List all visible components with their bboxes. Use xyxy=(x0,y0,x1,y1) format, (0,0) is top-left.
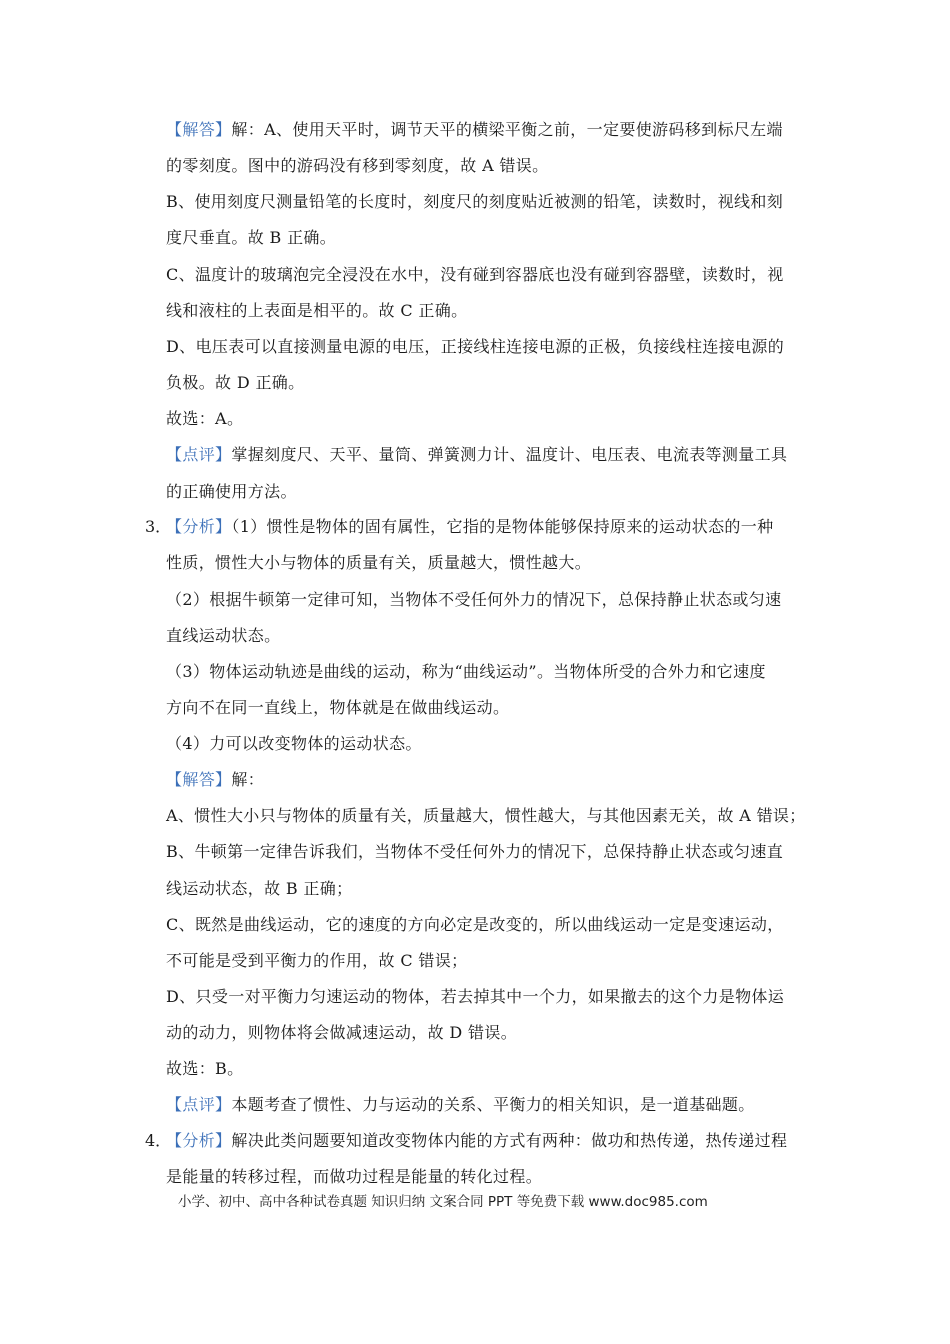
q3-option-d-line-1: D、只受一对平衡力匀速运动的物体，若去掉其中一个力，如果撤去的这个力是物体运 xyxy=(166,987,785,1006)
q4-analysis-line-2: 是能量的转移过程，而做功过程是能量的转化过程。 xyxy=(166,1167,543,1186)
q2-option-c-line-1: C、温度计的玻璃泡完全浸没在水中，没有碰到容器底也没有碰到容器壁，读数时，视 xyxy=(166,265,784,284)
q2-option-b-line-1: B、使用刻度尺测量铅笔的长度时，刻度尺的刻度贴近被测的铅笔，读数时，视线和刻 xyxy=(166,192,784,211)
answer-head-text: 解： xyxy=(231,770,265,789)
q2-option-d-line-2: 负极。故 D 正确。 xyxy=(166,373,305,392)
analysis-text: 解决此类问题要知道改变物体内能的方式有两种：做功和热传递，热传递过程 xyxy=(231,1131,788,1150)
q3-analysis-3-line-1: （3）物体运动轨迹是曲线的运动，称为“曲线运动”。当物体所受的合外力和它速度 xyxy=(166,662,766,681)
answer-tag: 【解答】 xyxy=(166,120,232,139)
question-number-3: 3． xyxy=(145,517,172,536)
q3-analysis-line-1 xyxy=(166,517,774,537)
q3-option-a: A、惯性大小只与物体的质量有关，质量越大，惯性越大，与其他因素无关，故 A 错误； xyxy=(166,806,806,825)
analysis-tag: 【分析】 xyxy=(166,1131,232,1150)
q3-analysis-2-line-1: （2）根据牛顿第一定律可知，当物体不受任何外力的情况下，总保持静止状态或匀速 xyxy=(166,590,782,609)
q3-answer-head xyxy=(166,770,264,790)
q3-option-d-line-2: 动的动力，则物体将会做减速运动，故 D 错误。 xyxy=(166,1023,518,1042)
comment-text: 本题考查了惯性、力与运动的关系、平衡力的相关知识，是一道基础题。 xyxy=(231,1095,755,1114)
analysis-text: （1）惯性是物体的固有属性，它指的是物体能够保持原来的运动状态的一种 xyxy=(231,517,774,536)
q3-analysis-line-2: 性质，惯性大小与物体的质量有关，质量越大，惯性越大。 xyxy=(166,553,592,572)
q4-analysis-line-1 xyxy=(166,1131,787,1151)
q3-analysis-4-line-1: （4）力可以改变物体的运动状态。 xyxy=(166,734,422,753)
q3-option-b-line-1: B、牛顿第一定律告诉我们，当物体不受任何外力的情况下，总保持静止状态或匀速直 xyxy=(166,842,784,861)
question-number-4: 4． xyxy=(145,1131,172,1150)
q2-comment-line-2: 的正确使用方法。 xyxy=(166,482,297,501)
q3-analysis-3-line-2: 方向不在同一直线上，物体就是在做曲线运动。 xyxy=(166,698,510,717)
q2-choice: 故选：A。 xyxy=(166,409,244,428)
comment-text: 掌握刻度尺、天平、量筒、弹簧测力计、温度计、电压表、电流表等测量工具 xyxy=(231,445,788,464)
q3-analysis-2-line-2: 直线运动状态。 xyxy=(166,626,281,645)
analysis-tag: 【分析】 xyxy=(166,517,232,536)
comment-tag: 【点评】 xyxy=(166,445,232,464)
q2-option-c-line-2: 线和液柱的上表面是相平的。故 C 正确。 xyxy=(166,301,468,320)
q3-option-c-line-2: 不可能是受到平衡力的作用，故 C 错误； xyxy=(166,951,468,970)
answer-tag: 【解答】 xyxy=(166,770,232,789)
q2-comment-line-1 xyxy=(166,445,787,465)
q2-option-b-line-2: 度尺垂直。故 B 正确。 xyxy=(166,228,337,247)
q2-answer-line-2: 的零刻度。图中的游码没有移到零刻度，故 A 错误。 xyxy=(166,156,549,175)
q3-choice: 故选：B。 xyxy=(166,1059,244,1078)
q2-option-d-line-1: D、电压表可以直接测量电源的电压，正接线柱连接电源的正极，负接线柱连接电源的 xyxy=(166,337,785,356)
answer-text: 解：A、使用天平时，调节天平的横梁平衡之前，一定要使游码移到标尺左端 xyxy=(231,120,783,139)
comment-tag: 【点评】 xyxy=(166,1095,232,1114)
page-footer: 小学、初中、高中各种试卷真题 知识归纳 文案合同 PPT 等免费下载 www.doc985.com xyxy=(178,1194,708,1210)
q2-answer-line-1 xyxy=(166,120,783,140)
q3-option-c-line-1: C、既然是曲线运动，它的速度的方向必定是改变的，所以曲线运动一定是变速运动， xyxy=(166,915,784,934)
q3-option-b-line-2: 线运动状态，故 B 正确； xyxy=(166,879,353,898)
q3-comment xyxy=(166,1095,755,1115)
